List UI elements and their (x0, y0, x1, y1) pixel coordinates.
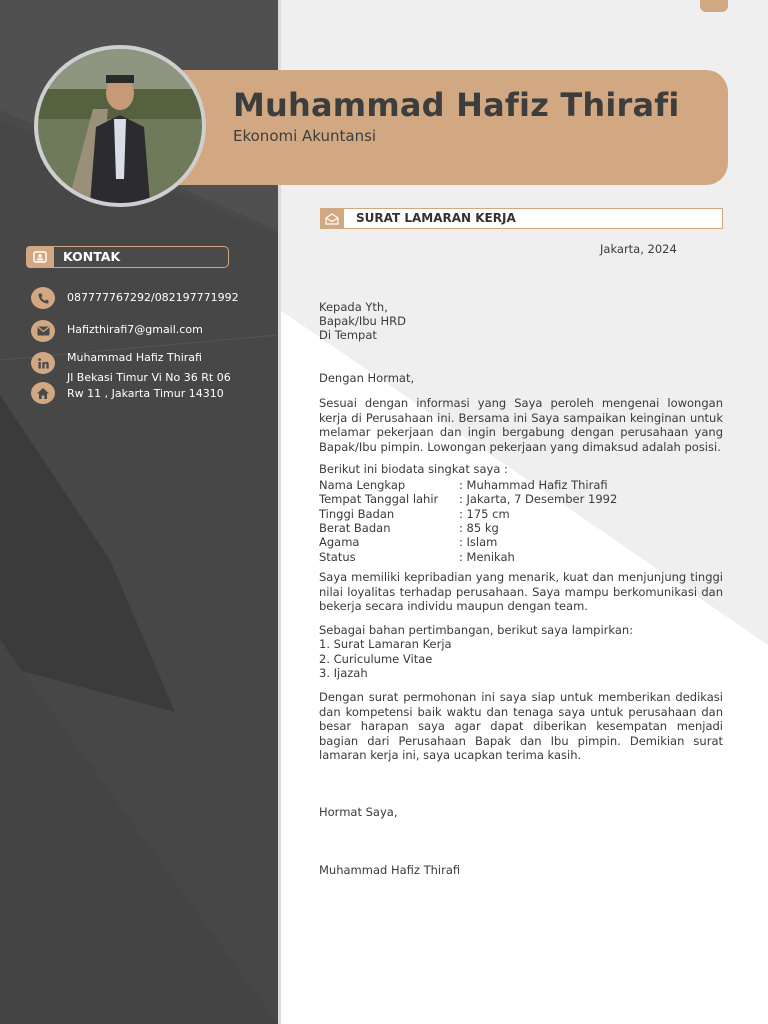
recipient-line: Bapak/Ibu HRD (319, 314, 406, 328)
greeting: Dengan Hormat, (319, 371, 415, 385)
closing-paragraph: Dengan surat permohonan ini saya siap untuk memberikan dedikasi dan kompetensi baik waktu dan tenaga saya untuk perusahaan dan besar harapan saya agar dapat diberikan kesempatan menjadi bagian dari Perusahaan Bapak dan Ibu pimpin. Demikian surat lamaran kerja ini, saya ucapkan terima kasih. (319, 690, 723, 762)
letter-date: Jakarta, 2024 (600, 242, 677, 256)
envelope-open-icon (320, 208, 344, 229)
recipient-line: Di Tempat (319, 328, 377, 342)
bio-value: : Muhammad Hafiz Thirafi (459, 478, 608, 492)
linkedin-icon (31, 352, 55, 374)
contact-address-line2: Rw 11 , Jakarta Timur 14310 (67, 387, 224, 400)
id-card-icon (26, 246, 54, 268)
bio-key: Status (319, 550, 356, 564)
attachment-item: 2. Curiculume Vitae (319, 652, 433, 666)
attachments-intro: Sebagai bahan pertimbangan, berikut saya lampirkan: (319, 623, 634, 637)
recipient-line: Kepada Yth, (319, 300, 388, 314)
bio-value: : Menikah (459, 550, 515, 564)
sign-off: Hormat Saya, (319, 805, 398, 819)
contact-header-box (26, 246, 229, 268)
bio-key: Tempat Tanggal lahir (319, 492, 439, 506)
contact-email[interactable]: Hafizthirafi7@gmail.com (67, 323, 203, 336)
person-photo-icon (38, 49, 202, 203)
bio-key: Tinggi Badan (319, 507, 395, 521)
contact-address-line1: Jl Bekasi Timur Vi No 36 Rt 06 (67, 371, 231, 384)
email-icon (31, 320, 55, 342)
bio-intro: Berikut ini biodata singkat saya : (319, 462, 508, 476)
letter-title: SURAT LAMARAN KERJA (356, 211, 516, 225)
applicant-name: Muhammad Hafiz Thirafi (233, 86, 680, 124)
bio-value: : Islam (459, 535, 498, 549)
personality-paragraph: Saya memiliki kepribadian yang menarik, kuat dan menjunjung tinggi nilai loyalitas terhadap perusahaan. Saya mampu berkomunikasi dan bekerja secara individu maupun dengan team. (319, 570, 723, 613)
profile-photo (34, 45, 206, 207)
bio-key: Nama Lengkap (319, 478, 406, 492)
attachment-item: 3. Ijazah (319, 666, 368, 680)
top-accent-tab (700, 0, 728, 12)
signature-name: Muhammad Hafiz Thirafi (319, 863, 461, 877)
bio-value: : 85 kg (459, 521, 499, 535)
intro-paragraph: Sesuai dengan informasi yang Saya peroleh mengenai lowongan kerja di Perusahaan ini. Bersama ini Saya sampaikan keinginan untuk melamar pekerjaan dan ingin bergabung dengan perusahaan yang Bapak/Ibu pimpin. Lowongan pekerjaan yang dimaksud adalah posisi. (319, 396, 723, 454)
applicant-major: Ekonomi Akuntansi (233, 127, 377, 145)
bio-value: : 175 cm (459, 507, 510, 521)
bio-key: Berat Badan (319, 521, 391, 535)
contact-linkedin[interactable]: Muhammad Hafiz Thirafi (67, 351, 202, 364)
attachment-item: 1. Surat Lamaran Kerja (319, 637, 452, 651)
phone-icon (31, 287, 55, 309)
home-icon (31, 382, 55, 404)
bio-value: : Jakarta, 7 Desember 1992 (459, 492, 618, 506)
bio-key: Agama (319, 535, 360, 549)
contact-phone[interactable]: 087777767292/082197771992 (67, 291, 239, 304)
contact-title: KONTAK (63, 249, 121, 264)
